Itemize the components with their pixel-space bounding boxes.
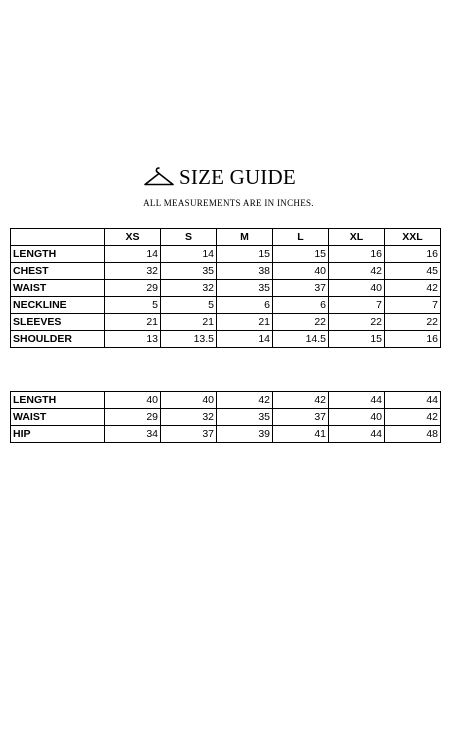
measurement-value: 22 — [273, 314, 329, 331]
table-row — [11, 297, 441, 314]
measurement-value: 16 — [329, 246, 385, 263]
corner-cell — [11, 229, 105, 246]
measurement-value: 44 — [329, 392, 385, 409]
page-title: SIZE GUIDE — [179, 165, 296, 189]
table-row — [11, 280, 441, 297]
measurement-value: 39 — [217, 426, 273, 443]
measurement-value: 22 — [385, 314, 441, 331]
measurement-label: SHOULDER — [11, 331, 105, 348]
measurement-note: ALL MEASUREMENTS ARE IN INCHES. — [143, 198, 314, 208]
size-header: L — [273, 229, 329, 246]
measurement-value: 40 — [273, 263, 329, 280]
measurement-value: 40 — [329, 280, 385, 297]
measurement-label: LENGTH — [11, 392, 105, 409]
measurement-value: 32 — [105, 263, 161, 280]
measurement-value: 37 — [273, 409, 329, 426]
measurement-value: 7 — [385, 297, 441, 314]
measurement-value: 44 — [329, 426, 385, 443]
size-header-row — [11, 229, 441, 246]
measurement-value: 7 — [329, 297, 385, 314]
table-row — [11, 263, 441, 280]
measurement-value: 16 — [385, 246, 441, 263]
measurement-value: 34 — [105, 426, 161, 443]
measurement-value: 40 — [329, 409, 385, 426]
measurement-value: 40 — [105, 392, 161, 409]
top-size-table — [10, 228, 441, 348]
measurement-value: 14 — [217, 331, 273, 348]
measurement-value: 38 — [217, 263, 273, 280]
measurement-value: 6 — [273, 297, 329, 314]
measurement-label: WAIST — [11, 280, 105, 297]
measurement-value: 42 — [385, 409, 441, 426]
measurement-label: HIP — [11, 426, 105, 443]
measurement-value: 40 — [161, 392, 217, 409]
measurement-value: 14.5 — [273, 331, 329, 348]
table-row — [11, 409, 441, 426]
measurement-value: 22 — [329, 314, 385, 331]
measurement-value: 14 — [161, 246, 217, 263]
measurement-value: 13 — [105, 331, 161, 348]
measurement-value: 35 — [217, 409, 273, 426]
bottom-size-table — [10, 391, 441, 443]
measurement-value: 6 — [217, 297, 273, 314]
measurement-value: 15 — [217, 246, 273, 263]
measurement-value: 21 — [161, 314, 217, 331]
measurement-value: 5 — [161, 297, 217, 314]
hanger-icon — [143, 166, 175, 188]
measurement-value: 35 — [161, 263, 217, 280]
measurement-value: 13.5 — [161, 331, 217, 348]
size-header: XL — [329, 229, 385, 246]
table-row — [11, 314, 441, 331]
measurement-value: 37 — [273, 280, 329, 297]
measurement-value: 45 — [385, 263, 441, 280]
measurement-value: 35 — [217, 280, 273, 297]
measurement-value: 16 — [385, 331, 441, 348]
measurement-label: SLEEVES — [11, 314, 105, 331]
measurement-value: 42 — [217, 392, 273, 409]
measurement-label: LENGTH — [11, 246, 105, 263]
table-row — [11, 392, 441, 409]
measurement-value: 15 — [273, 246, 329, 263]
measurement-value: 32 — [161, 409, 217, 426]
measurement-value: 44 — [385, 392, 441, 409]
measurement-value: 48 — [385, 426, 441, 443]
measurement-label: NECKLINE — [11, 297, 105, 314]
table-row — [11, 426, 441, 443]
measurement-value: 5 — [105, 297, 161, 314]
measurement-value: 37 — [161, 426, 217, 443]
measurement-value: 42 — [273, 392, 329, 409]
measurement-value: 15 — [329, 331, 385, 348]
measurement-value: 32 — [161, 280, 217, 297]
size-header: XXL — [385, 229, 441, 246]
measurement-value: 29 — [105, 409, 161, 426]
measurement-value: 21 — [105, 314, 161, 331]
measurement-value: 21 — [217, 314, 273, 331]
measurement-value: 42 — [329, 263, 385, 280]
table-row — [11, 331, 441, 348]
measurement-value: 14 — [105, 246, 161, 263]
size-header: XS — [105, 229, 161, 246]
measurement-label: CHEST — [11, 263, 105, 280]
size-guide-heading — [143, 164, 303, 190]
measurement-value: 41 — [273, 426, 329, 443]
table-row — [11, 246, 441, 263]
measurement-value: 29 — [105, 280, 161, 297]
size-header: M — [217, 229, 273, 246]
size-header: S — [161, 229, 217, 246]
measurement-label: WAIST — [11, 409, 105, 426]
measurement-value: 42 — [385, 280, 441, 297]
